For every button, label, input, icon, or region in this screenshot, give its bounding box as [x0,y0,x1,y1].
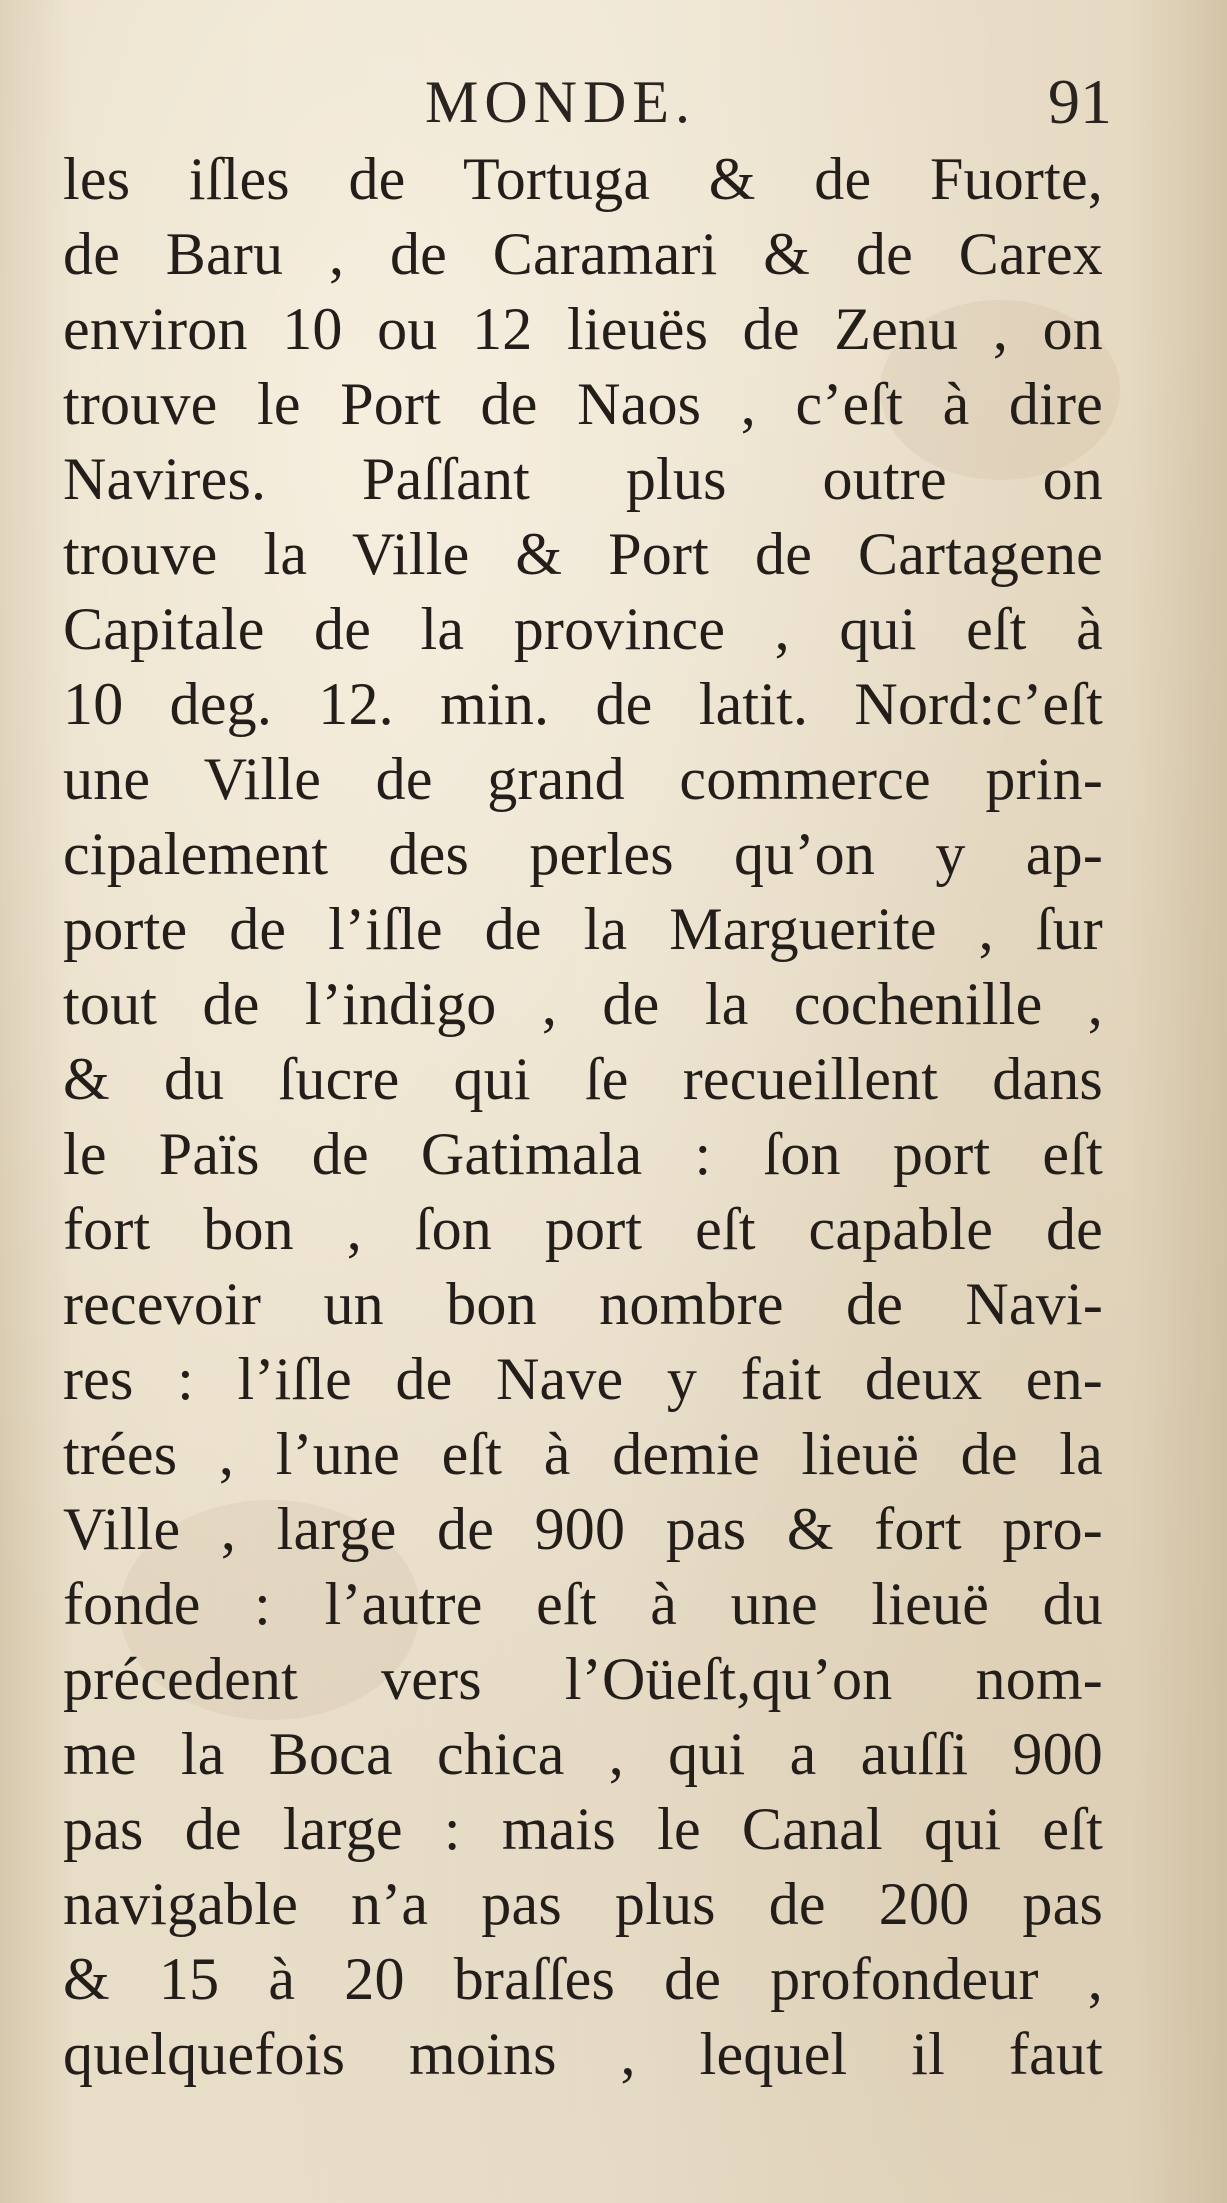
text-line: trées , l’une eſt à demie lieuë de la [63,1421,1103,1487]
text-line: 10 deg. 12. min. de latit. Nord:c’eſt [63,671,1103,737]
text-line: environ 10 ou 12 lieuës de Zenu , on [63,296,1103,362]
text-line: le Païs de Gatimala : ſon port eſt [63,1121,1103,1187]
text-line: me la Boca chica , qui a auſſi 900 [63,1721,1103,1787]
text-line: cipalement des perles qu’on y ap- [63,821,1103,887]
page-number: 91 [1048,66,1112,137]
text-line: précedent vers l’Oüeſt,qu’on nom- [63,1646,1103,1712]
text-line: les iſles de Tortuga & de Fuorte, [63,146,1103,212]
text-line: & 15 à 20 braſſes de profondeur , [63,1946,1103,2012]
text-line: recevoir un bon nombre de Navi- [63,1271,1103,1337]
text-line: trouve la Ville & Port de Cartagene [63,521,1103,587]
text-line: tout de l’indigo , de la cochenille , [63,971,1103,1037]
text-line: quelquefois moins , lequel il faut [63,2021,1103,2087]
body-text [63,142,1103,2092]
running-head: MONDE. [425,69,696,135]
text-line: & du ſucre qui ſe recueillent dans [63,1046,1103,1112]
text-line: de Baru , de Caramari & de Carex [63,221,1103,287]
text-line: Capitale de la province , qui eſt à [63,596,1103,662]
text-line: Ville , large de 900 pas & fort pro- [63,1496,1103,1562]
text-line: pas de large : mais le Canal qui eſt [63,1796,1103,1862]
text-line: navigable n’a pas plus de 200 pas [63,1871,1103,1937]
text-line: fonde : l’autre eſt à une lieuë du [63,1571,1103,1637]
text-line: porte de l’iſle de la Marguerite , ſur [63,896,1103,962]
text-line: trouve le Port de Naos , c’eſt à dire [63,371,1103,437]
text-line: Navires. Paſſant plus outre on [63,446,1103,512]
text-line: fort bon , ſon port eſt capable de [63,1196,1103,1262]
text-line: res : l’iſle de Nave y fait deux en- [63,1346,1103,1412]
page-header [60,62,1112,142]
text-line: une Ville de grand commerce prin- [63,746,1103,812]
